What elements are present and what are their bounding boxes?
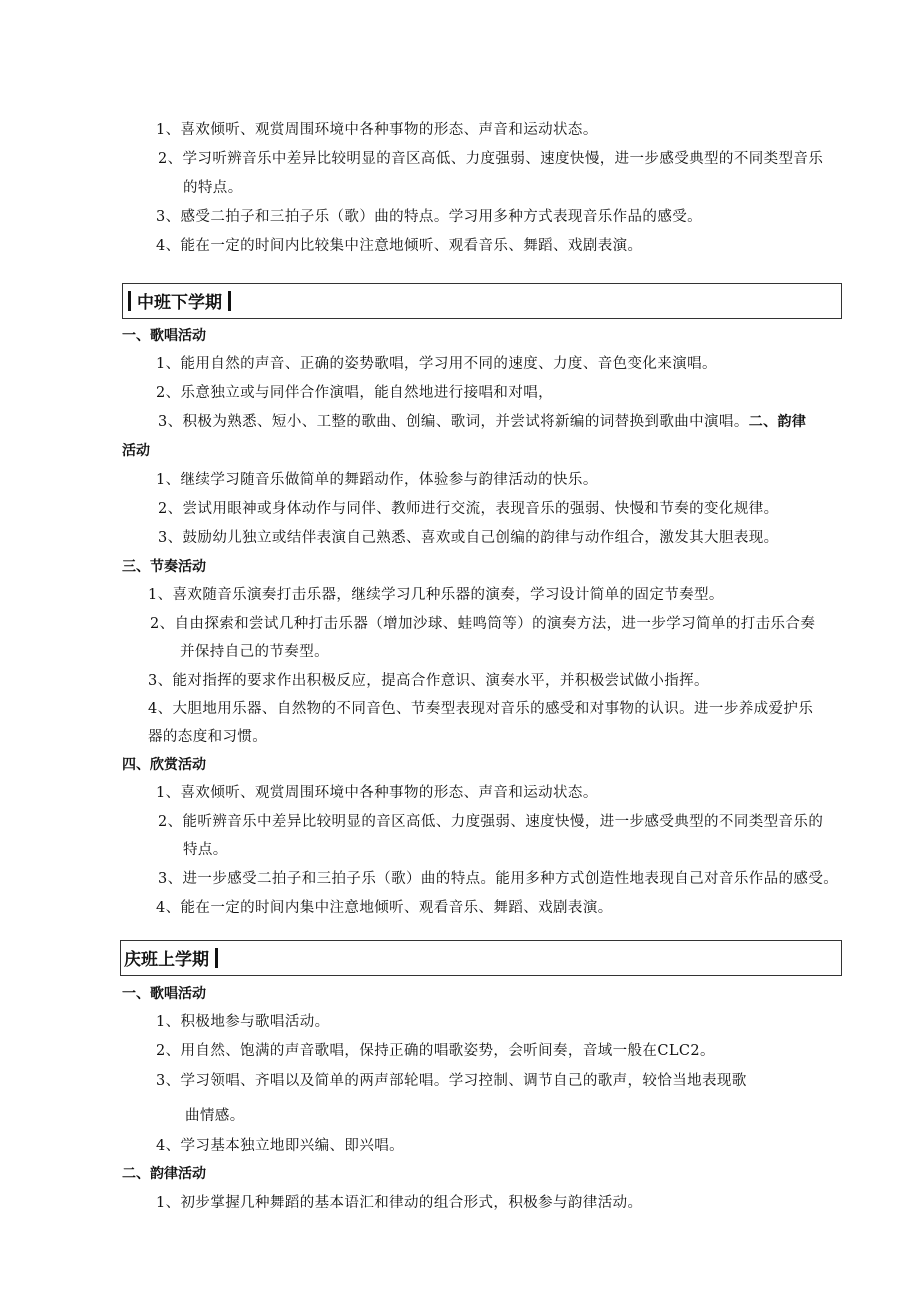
subsection-heading: 三、节奏活动 (122, 559, 206, 575)
list-item: 4、能在一定的时间内集中注意地倾听、观看音乐、舞蹈、戏剧表演。 (156, 900, 613, 916)
list-item: 2、用自然、饱满的声音歌唱，保持正确的唱歌姿势，会听间奏，音域一般在CLC2。 (156, 1043, 715, 1059)
list-item: 1、初步掌握几种舞蹈的基本语汇和律动的组合形式，积极参与韵律活动。 (156, 1195, 643, 1211)
list-item-continuation: 特点。 (183, 842, 228, 858)
list-item (158, 412, 806, 432)
list-item: 2、学习听辨音乐中差异比较明显的音区高低、力度强弱、速度快慢，进一步感受典型的不同类型音乐 (158, 151, 824, 167)
title-bar-right (215, 948, 218, 968)
list-item: 4、大胆地用乐器、自然物的不同音色、节奏型表现对音乐的感受和对事物的认识。进一步养成爱护乐 (148, 701, 814, 717)
subsection-heading-continuation: 活动 (122, 443, 150, 459)
list-item: 4、学习基本独立地即兴编、即兴唱。 (156, 1138, 405, 1154)
list-item: 1、积极地参与歌唱活动。 (156, 1014, 330, 1030)
list-item-continuation: 的特点。 (183, 180, 243, 196)
list-item: 2、乐意独立或与同伴合作演唱，能自然地进行接唱和对唱， (156, 385, 554, 401)
list-item: 3、进一步感受二拍子和三拍子乐（歌）曲的特点。能用多种方式创造性地表现自己对音乐作品的感受。 (158, 871, 839, 887)
section-title-text: 庆班上学期 (124, 950, 209, 970)
title-bar-left (128, 291, 131, 311)
subsection-heading: 二、韵律 (748, 414, 807, 430)
list-item-text: 3、积极为熟悉、短小、工整的歌曲、创编、歌词，并尝试将新编的词替换到歌曲中演唱。 (158, 414, 749, 430)
subsection-heading: 一、歌唱活动 (122, 986, 206, 1002)
list-item-continuation: 并保持自己的节奏型。 (180, 644, 329, 660)
list-item: 2、能听辨音乐中差异比较明显的音区高低、力度强弱、速度快慢，进一步感受典型的不同类型音乐的 (158, 814, 824, 830)
list-item: 2、尝试用眼神或身体动作与同伴、教师进行交流，表现音乐的强弱、快慢和节奏的变化规律。 (158, 501, 779, 517)
title-bar-right (228, 291, 231, 311)
list-item: 1、喜欢随音乐演奏打击乐器，继续学习几种乐器的演奏，学习设计简单的固定节奏型。 (148, 587, 724, 603)
list-item: 3、学习领唱、齐唱以及简单的两声部轮唱。学习控制、调节自己的歌声，较恰当地表现歌 (156, 1073, 747, 1089)
list-item: 1、继续学习随音乐做简单的舞蹈动作，体验参与韵律活动的快乐。 (156, 472, 598, 488)
subsection-heading: 二、韵律活动 (122, 1166, 206, 1182)
list-item-continuation: 曲情感。 (185, 1108, 245, 1124)
list-item: 4、能在一定的时间内比较集中注意地倾听、观看音乐、舞蹈、戏剧表演。 (156, 238, 643, 254)
list-item: 3、能对指挥的要求作出积极反应，提高合作意识、演奏水平，并积极尝试做小指挥。 (148, 673, 709, 689)
section-title-box (122, 283, 842, 319)
list-item: 3、感受二拍子和三拍子乐（歌）曲的特点。学习用多种方式表现音乐作品的感受。 (156, 209, 703, 225)
section-title (128, 291, 231, 314)
section-title (124, 948, 218, 971)
section-title-text: 中班下学期 (137, 293, 222, 313)
subsection-heading: 四、欣赏活动 (122, 757, 206, 773)
subsection-heading: 一、歌唱活动 (122, 328, 206, 344)
list-item: 1、能用自然的声音、正确的姿势歌唱，学习用不同的速度、力度、音色变化来演唱。 (156, 356, 717, 372)
list-item: 1、喜欢倾听、观赏周围环境中各种事物的形态、声音和运动状态。 (156, 122, 598, 138)
section-title-box (120, 940, 842, 976)
list-item: 2、自由探索和尝试几种打击乐器（增加沙球、蛙鸣筒等）的演奏方法，进一步学习简单的打击乐合奏 (150, 616, 816, 632)
list-item: 3、鼓励幼儿独立或结伴表演自己熟悉、喜欢或自己创编的韵律与动作组合，激发其大胆表现。 (158, 530, 779, 546)
list-item-continuation: 器的态度和习惯。 (148, 729, 268, 745)
list-item: 1、喜欢倾听、观赏周围环境中各种事物的形态、声音和运动状态。 (156, 785, 598, 801)
